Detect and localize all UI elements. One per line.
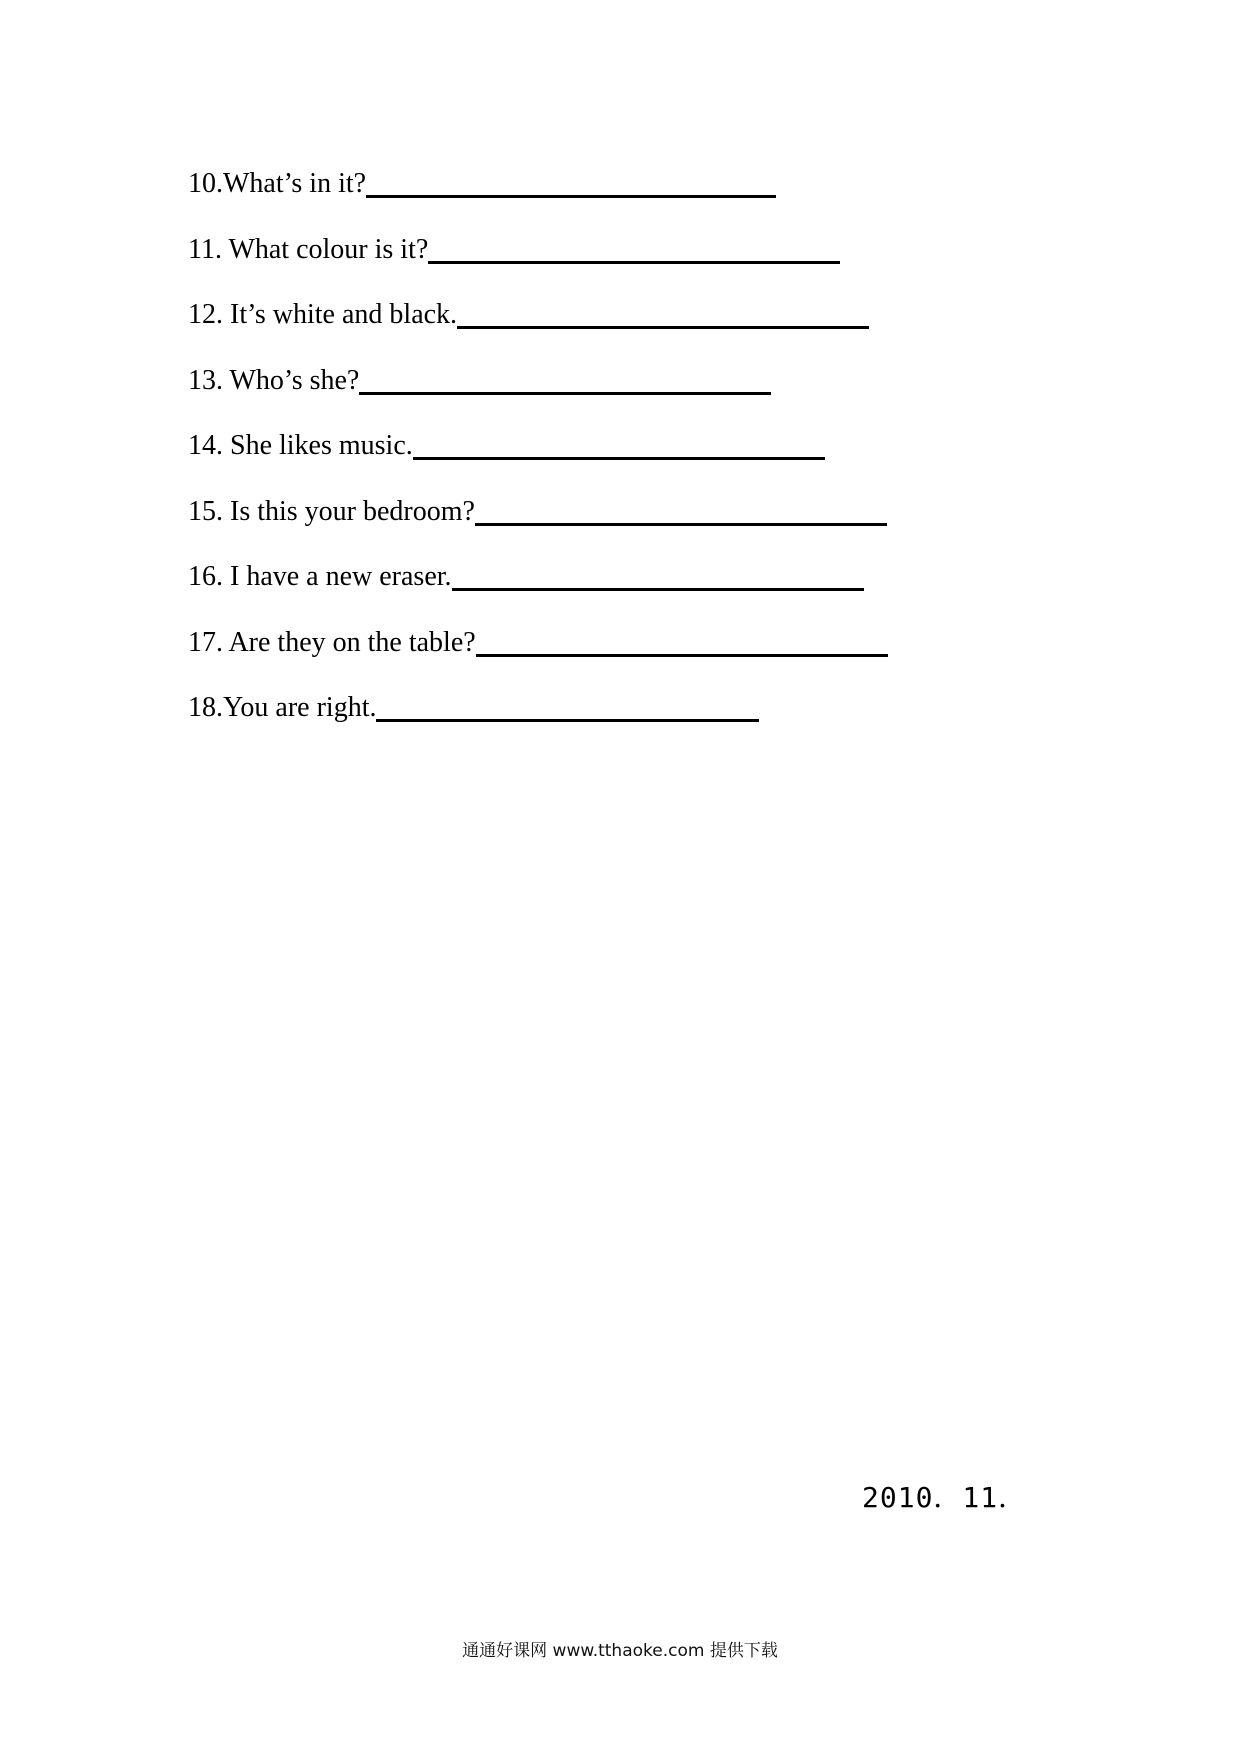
question-item [188, 684, 759, 724]
question-item [188, 291, 869, 331]
answer-blank [376, 719, 759, 722]
question-text: 11. What colour is it? [188, 234, 429, 265]
document-date: 2010．11． [862, 1481, 1028, 1514]
answer-blank [452, 588, 864, 591]
question-text: 15. Is this your bedroom? [188, 496, 475, 527]
question-text: 18.You are right. [188, 692, 377, 723]
question-item [188, 488, 887, 528]
answer-blank [476, 654, 888, 657]
answer-blank [359, 392, 771, 395]
question-item [188, 553, 864, 593]
answer-blank [475, 523, 887, 526]
question-text: 13. Who’s she? [188, 365, 360, 396]
question-text: 17. Are they on the table? [188, 627, 476, 658]
answer-blank [457, 326, 869, 329]
question-text: 10.What’s in it? [188, 168, 367, 199]
footer-source-text: 通通好课网 www.tthaoke.com 提供下载 [462, 1641, 778, 1661]
question-item [188, 357, 771, 397]
answer-blank [413, 457, 825, 460]
question-item [188, 619, 888, 659]
question-item [188, 422, 825, 462]
question-text: 14. She likes music. [188, 430, 413, 461]
answer-blank [366, 195, 776, 198]
question-item [188, 160, 776, 200]
question-item [188, 226, 840, 266]
question-text: 12. It’s white and black. [188, 299, 458, 330]
answer-blank [428, 261, 840, 264]
question-text: 16. I have a new eraser. [188, 561, 452, 592]
